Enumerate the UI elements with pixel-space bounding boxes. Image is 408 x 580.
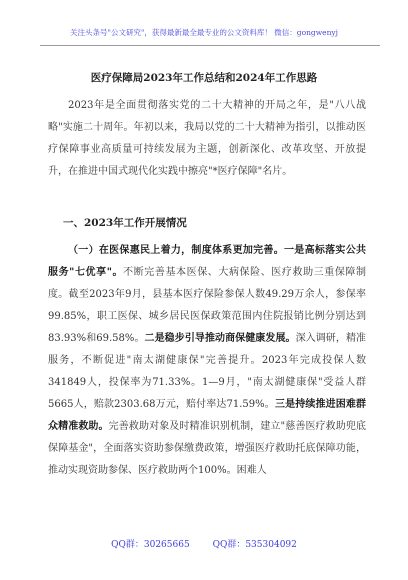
section-paragraph	[48, 240, 366, 482]
bold-point-2: 二是稳步引导推动商保健康发展。	[144, 333, 296, 344]
footer-qq-1[interactable]: QQ群：30265665	[111, 540, 190, 550]
document-title: 医疗保障局2023年工作总结和2024年工作思路	[90, 72, 318, 84]
section-text	[48, 240, 366, 482]
bold-point-1: 一是高标落实公共服务"七优享"。	[48, 245, 367, 278]
text-run-1: 不断完善基本医保、大病保险、医疗救助三重保障制度。截至2023年9月，县基本医疗保险参保人数49.29万余人，参保率99.85%，职工医保、城乡居民医保政策范围内住院报销比例分别达到83.93%和69.58%。	[48, 267, 366, 344]
intro-paragraph	[48, 95, 366, 183]
subheading-1: （一）在医保惠民上着力，制度体系更加完善。	[68, 245, 284, 256]
text-run-2: 深入调研，精准服务，不断促进"南太湖健康保"完善提升。2023年完成投保人数341849人，投保率为71.33%。1—9月，"南太湖健康保"受益人群5665人，赔款2303.68万元，赔付率达71.59%。	[48, 333, 367, 410]
header-banner[interactable]: 关注头条号"公文研究"，获得最新最全最专业的公文资料库！ 微信：gongwenyj	[70, 28, 338, 37]
intro-text: 2023年是全面贯彻落实党的二十大精神的开局之年，是"八八战略"实施二十周年。年初以来，我局以党的二十大精神为指引，以推动医疗保障事业高质量可持续发展为主题，创新深化、改革攻坚、开放提升，在推进中国式现代化实践中擦亮"*医疗保障"名片。	[48, 100, 366, 177]
header-divider	[40, 45, 380, 46]
text-run-3: 完善救助对象及时精准识别机制，建立"慈善医疗救助兜底保障基金"，全面落实资助参保缴费政策，增强医疗救助托底保障功能，推动实现资助参保、医疗救助两个100%。困难人	[48, 421, 366, 476]
footer-qq-2[interactable]: QQ群：535304092	[212, 540, 297, 550]
bold-point-3: 三是持续推进困难群众精准救助。	[48, 399, 367, 432]
footer-contacts	[0, 537, 408, 550]
section-heading: 一、2023年工作开展情况	[63, 217, 187, 229]
